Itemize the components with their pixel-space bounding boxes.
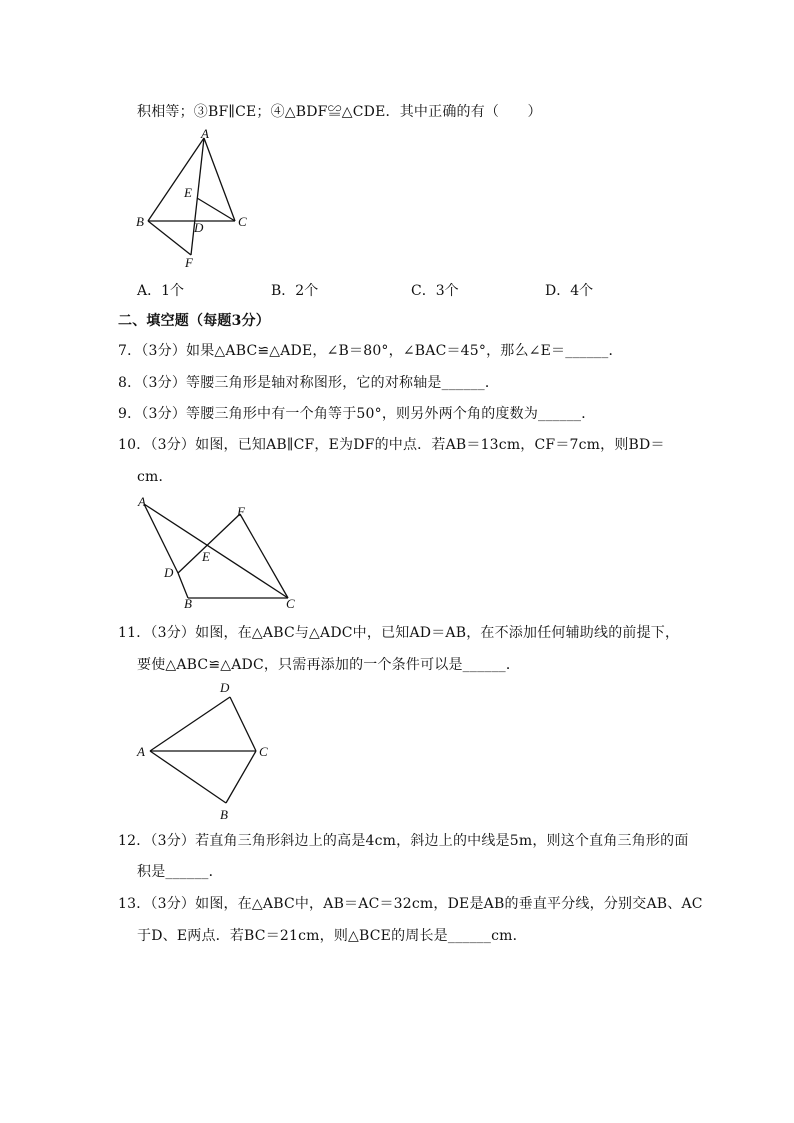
q6-label-c: C — [238, 214, 247, 229]
q6-figure — [130, 128, 260, 270]
q10-label-c: C — [286, 596, 295, 611]
question-8: 8．（3分）等腰三角形是轴对称图形，它的对称轴是______． — [118, 375, 500, 391]
q10-label-a: A — [138, 494, 146, 509]
q6-edge-ec — [197, 198, 235, 221]
q11-label-a: A — [137, 744, 145, 759]
q6-option-d: D．4个 — [545, 283, 594, 299]
q6-option-b: B．2个 — [271, 283, 319, 299]
question-7: 7．（3分）如果△ABC≌△ADE，∠B＝80°，∠BAC＝45°，那么∠E＝______． — [118, 343, 623, 359]
question-10-line2: cm． — [137, 469, 173, 485]
q10-label-b: B — [184, 596, 192, 611]
question-12-line2: 积是______． — [137, 864, 223, 880]
q11-label-c: C — [259, 744, 268, 759]
q11-label-d: D — [220, 680, 230, 695]
question-11-line2: 要使△ABC≌△ADC，只需再添加的一个条件可以是______． — [137, 657, 521, 673]
q6-continuation: 积相等；③BF∥CE；④△BDF≌△CDE．其中正确的有（ ） — [137, 104, 542, 120]
q10-figure — [132, 492, 307, 614]
q6-option-c: C．3个 — [411, 283, 459, 299]
question-13-line1: 13．（3分）如图，在△ABC中，AB＝AC＝32cm，DE是AB的垂直平分线，分别交AB、AC — [118, 896, 703, 912]
q10-edge-df — [178, 514, 240, 573]
q11-edge-ab — [150, 751, 226, 803]
question-9: 9．（3分）等腰三角形中有一个角等于50°，则另外两个角的度数为______． — [118, 406, 596, 422]
section-title-fill-in: 二、填空题（每题3分） — [118, 313, 270, 329]
question-13-line2: 于D、E两点．若BC＝21cm，则△BCE的周长是______cm． — [137, 928, 527, 944]
q11-edge-dc — [230, 697, 256, 751]
q10-label-e: E — [202, 549, 210, 564]
q11-edge-ad — [150, 697, 230, 751]
q6-edge-ac — [204, 138, 235, 221]
question-11-line1: 11．（3分）如图，在△ABC与△ADC中，已知AD＝AB，在不添加任何辅助线的前提下， — [118, 625, 680, 641]
q10-edge-ac — [144, 504, 288, 598]
q10-label-f: F — [237, 504, 245, 519]
q6-label-d: D — [194, 220, 204, 235]
q6-label-b: B — [136, 214, 144, 229]
q10-label-d: D — [164, 565, 174, 580]
q6-edge-af — [191, 138, 204, 255]
q11-label-b: B — [220, 807, 228, 822]
q6-edge-bf — [148, 221, 191, 255]
q6-label-e: E — [184, 185, 192, 200]
q11-edge-bc — [226, 751, 256, 803]
question-12-line1: 12．（3分）若直角三角形斜边上的高是4cm，斜边上的中线是5m，则这个直角三角形的面 — [118, 833, 689, 849]
q6-label-a: A — [201, 128, 209, 141]
question-10-line1: 10．（3分）如图，已知AB∥CF，E为DF的中点．若AB＝13cm，CF＝7cm，则BD＝ — [118, 437, 665, 453]
q6-option-a: A．1个 — [137, 283, 185, 299]
q11-figure — [130, 677, 280, 825]
q10-edge-fc — [240, 514, 288, 598]
q10-edge-db — [178, 573, 188, 598]
q6-label-f: F — [185, 255, 193, 270]
